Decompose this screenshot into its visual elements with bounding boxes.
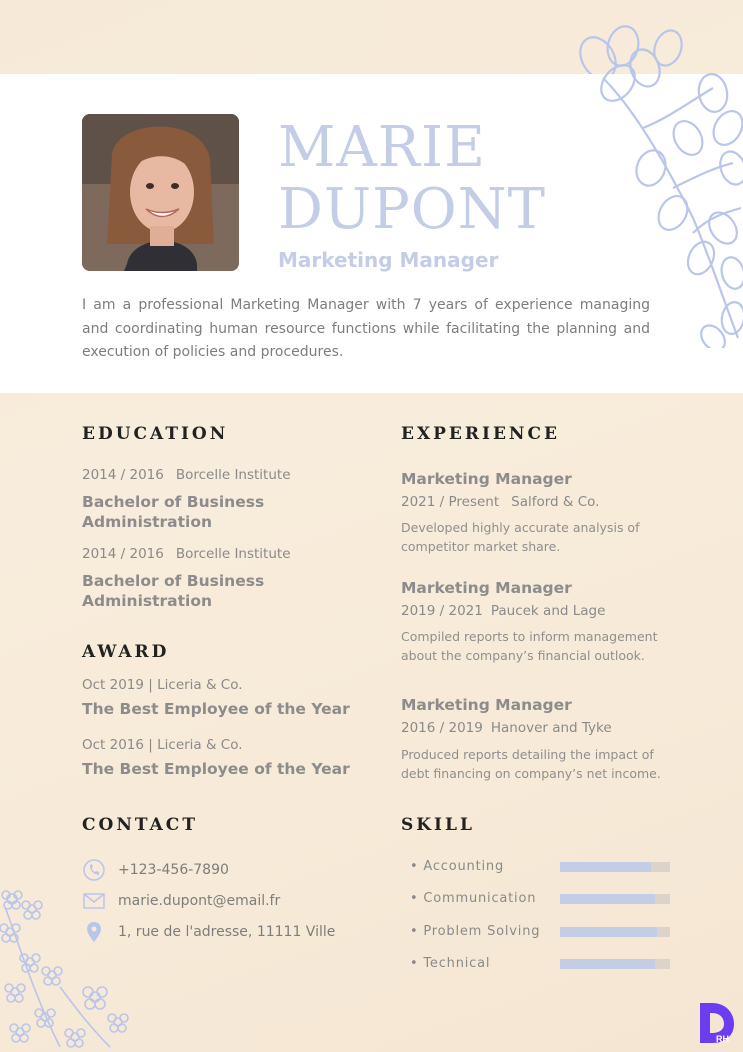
skill-bar [560,959,670,969]
award-name: The Best Employee of the Year [82,760,350,778]
skill-bar [560,894,670,904]
award-date: Oct 2016 | Liceria & Co. [82,737,243,753]
skill-label: • Accounting [410,859,504,874]
experience-company: Hanover and Tyke [490,720,612,736]
skill-label: • Communication [410,891,537,906]
skill-heading: SKILL [401,815,475,835]
full-name [278,117,546,241]
contact-phone[interactable] [82,858,229,882]
education-heading: EDUCATION [82,424,229,444]
education-years: 2014 / 2016 [82,546,164,562]
education-degree: Bachelor of Business Administration [82,572,265,610]
experience-company: Paucek and Lage [490,603,606,619]
education-meta [82,546,291,562]
skill-fill [560,862,651,872]
summary: I am a professional Marketing Manager with 7 years of experience managing and coordinating human resource functions while facilitating the planning and execution of policies and procedures. [82,297,650,360]
phone-number: +123-456-7890 [118,862,229,878]
experience-role: Marketing Manager [401,470,572,488]
experience-meta [401,720,612,736]
experience-years: 2019 / 2021 [401,603,483,619]
award-heading: AWARD [82,642,170,662]
experience-meta [401,603,605,619]
floral-overlay-icon [573,18,743,348]
skill-label: • Problem Solving [410,924,541,939]
first-name: MARIE [278,115,486,180]
job-title: Marketing Manager [278,248,499,272]
floral-decoration-bottom-icon [0,887,140,1052]
last-name: DUPONT [278,177,547,242]
experience-description: Produced reports detailing the impact of debt financing on company’s net income. [401,747,661,781]
skill-fill [560,894,655,904]
experience-meta [401,494,599,510]
experience-role: Marketing Manager [401,696,572,714]
experience-years: 2016 / 2019 [401,720,483,736]
profile-photo [82,114,239,271]
experience-description: Compiled reports to inform management about the company’s financial outlook. [401,629,658,663]
skill-fill [560,927,657,937]
skill-bar [560,927,670,937]
award-name: The Best Employee of the Year [82,700,350,718]
education-degree: Bachelor of Business Administration [82,493,265,531]
education-years: 2014 / 2016 [82,467,164,483]
education-school: Borcelle Institute [175,546,291,562]
award-date: Oct 2019 | Liceria & Co. [82,677,243,693]
skill-label: • Technical [410,956,491,971]
experience-company: Salford & Co. [511,494,600,510]
experience-heading: EXPERIENCE [401,424,560,444]
experience-role: Marketing Manager [401,579,572,597]
skill-fill [560,959,655,969]
email-address: marie.dupont@email.fr [118,893,281,909]
experience-description: Developed highly accurate analysis of competitor market share. [401,520,640,554]
skill-bar [560,862,670,872]
logo-text: RH [716,1034,729,1044]
street-address: 1, rue de l'adresse, 11111 Ville [118,924,336,940]
education-school: Borcelle Institute [175,467,291,483]
skill-row [410,956,670,972]
experience-years: 2021 / Present [401,494,500,510]
skill-row [410,859,670,875]
skill-row [410,891,670,907]
phone-icon [82,858,106,882]
contact-heading: CONTACT [82,815,198,835]
skill-row [410,924,670,940]
brand-logo-icon [694,999,738,1047]
education-meta [82,467,291,483]
